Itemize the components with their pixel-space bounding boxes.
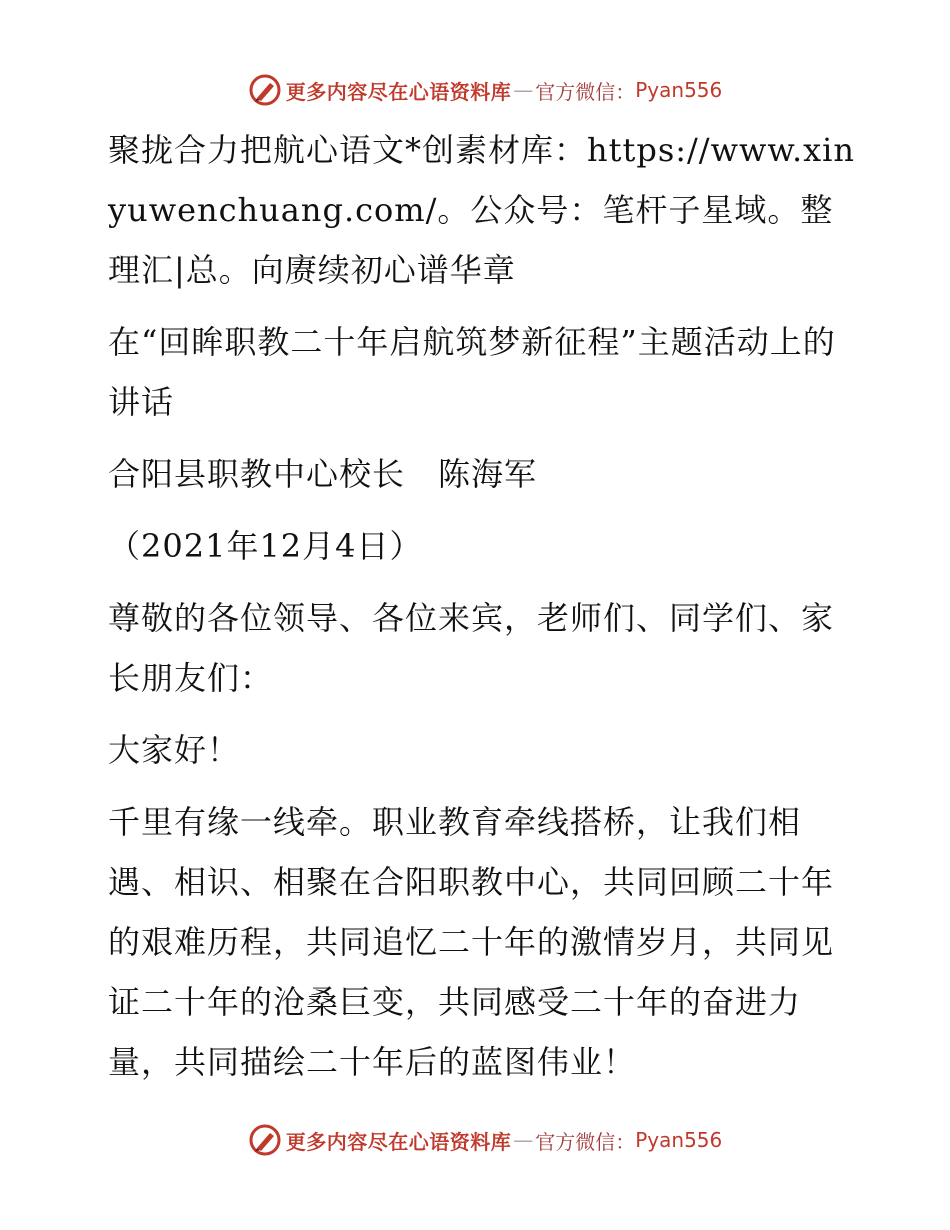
footer-banner [0, 1120, 950, 1160]
speech-author: 合阳县职教中心校长 陈海军 [108, 455, 538, 493]
speech-title: 在“回眸职教二十年启航筑梦新征程”主题活动上的讲话 [108, 323, 836, 421]
salutation: 尊敬的各位领导、各位来宾，老师们、同学们、家长朋友们： [108, 599, 835, 697]
intro-paragraph: 聚拢合力把航心语文*创素材库：https://www.xinyuwenchuang.com/。公众号：笔杆子星域。整理汇|总。向赓续初心谱华章 [108, 131, 856, 289]
banner-wechat-id: Pyan556 [635, 78, 723, 102]
speech-date: （2021年12月4日） [108, 527, 423, 565]
pen-logo-icon [248, 1123, 282, 1157]
banner-official-label: 官方微信： [535, 79, 636, 104]
body-paragraph: 千里有缘一线牵。职业教育牵线搭桥，让我们相遇、相识、相聚在合阳职教中心，共同回顾二十年的艰难历程，共同追忆二十年的激情岁月，共同见证二十年的沧桑巨变，共同感受二十年的奋进力量，共同描绘二十年后的蓝图伟业！ [108, 803, 835, 1081]
banner-text: 更多内容尽在心语资料库 [285, 79, 512, 104]
banner-content [248, 1123, 723, 1157]
greeting: 大家好！ [108, 731, 241, 769]
banner-wechat-id: Pyan556 [635, 1128, 723, 1152]
banner-content [248, 73, 723, 107]
header-banner [0, 70, 950, 110]
document-body [98, 120, 858, 1104]
banner-separator: — [513, 78, 534, 102]
banner-text: 更多内容尽在心语资料库 [285, 1129, 512, 1154]
banner-separator: — [513, 1128, 534, 1152]
pen-logo-icon [248, 73, 282, 107]
banner-official-label: 官方微信： [535, 1129, 636, 1154]
